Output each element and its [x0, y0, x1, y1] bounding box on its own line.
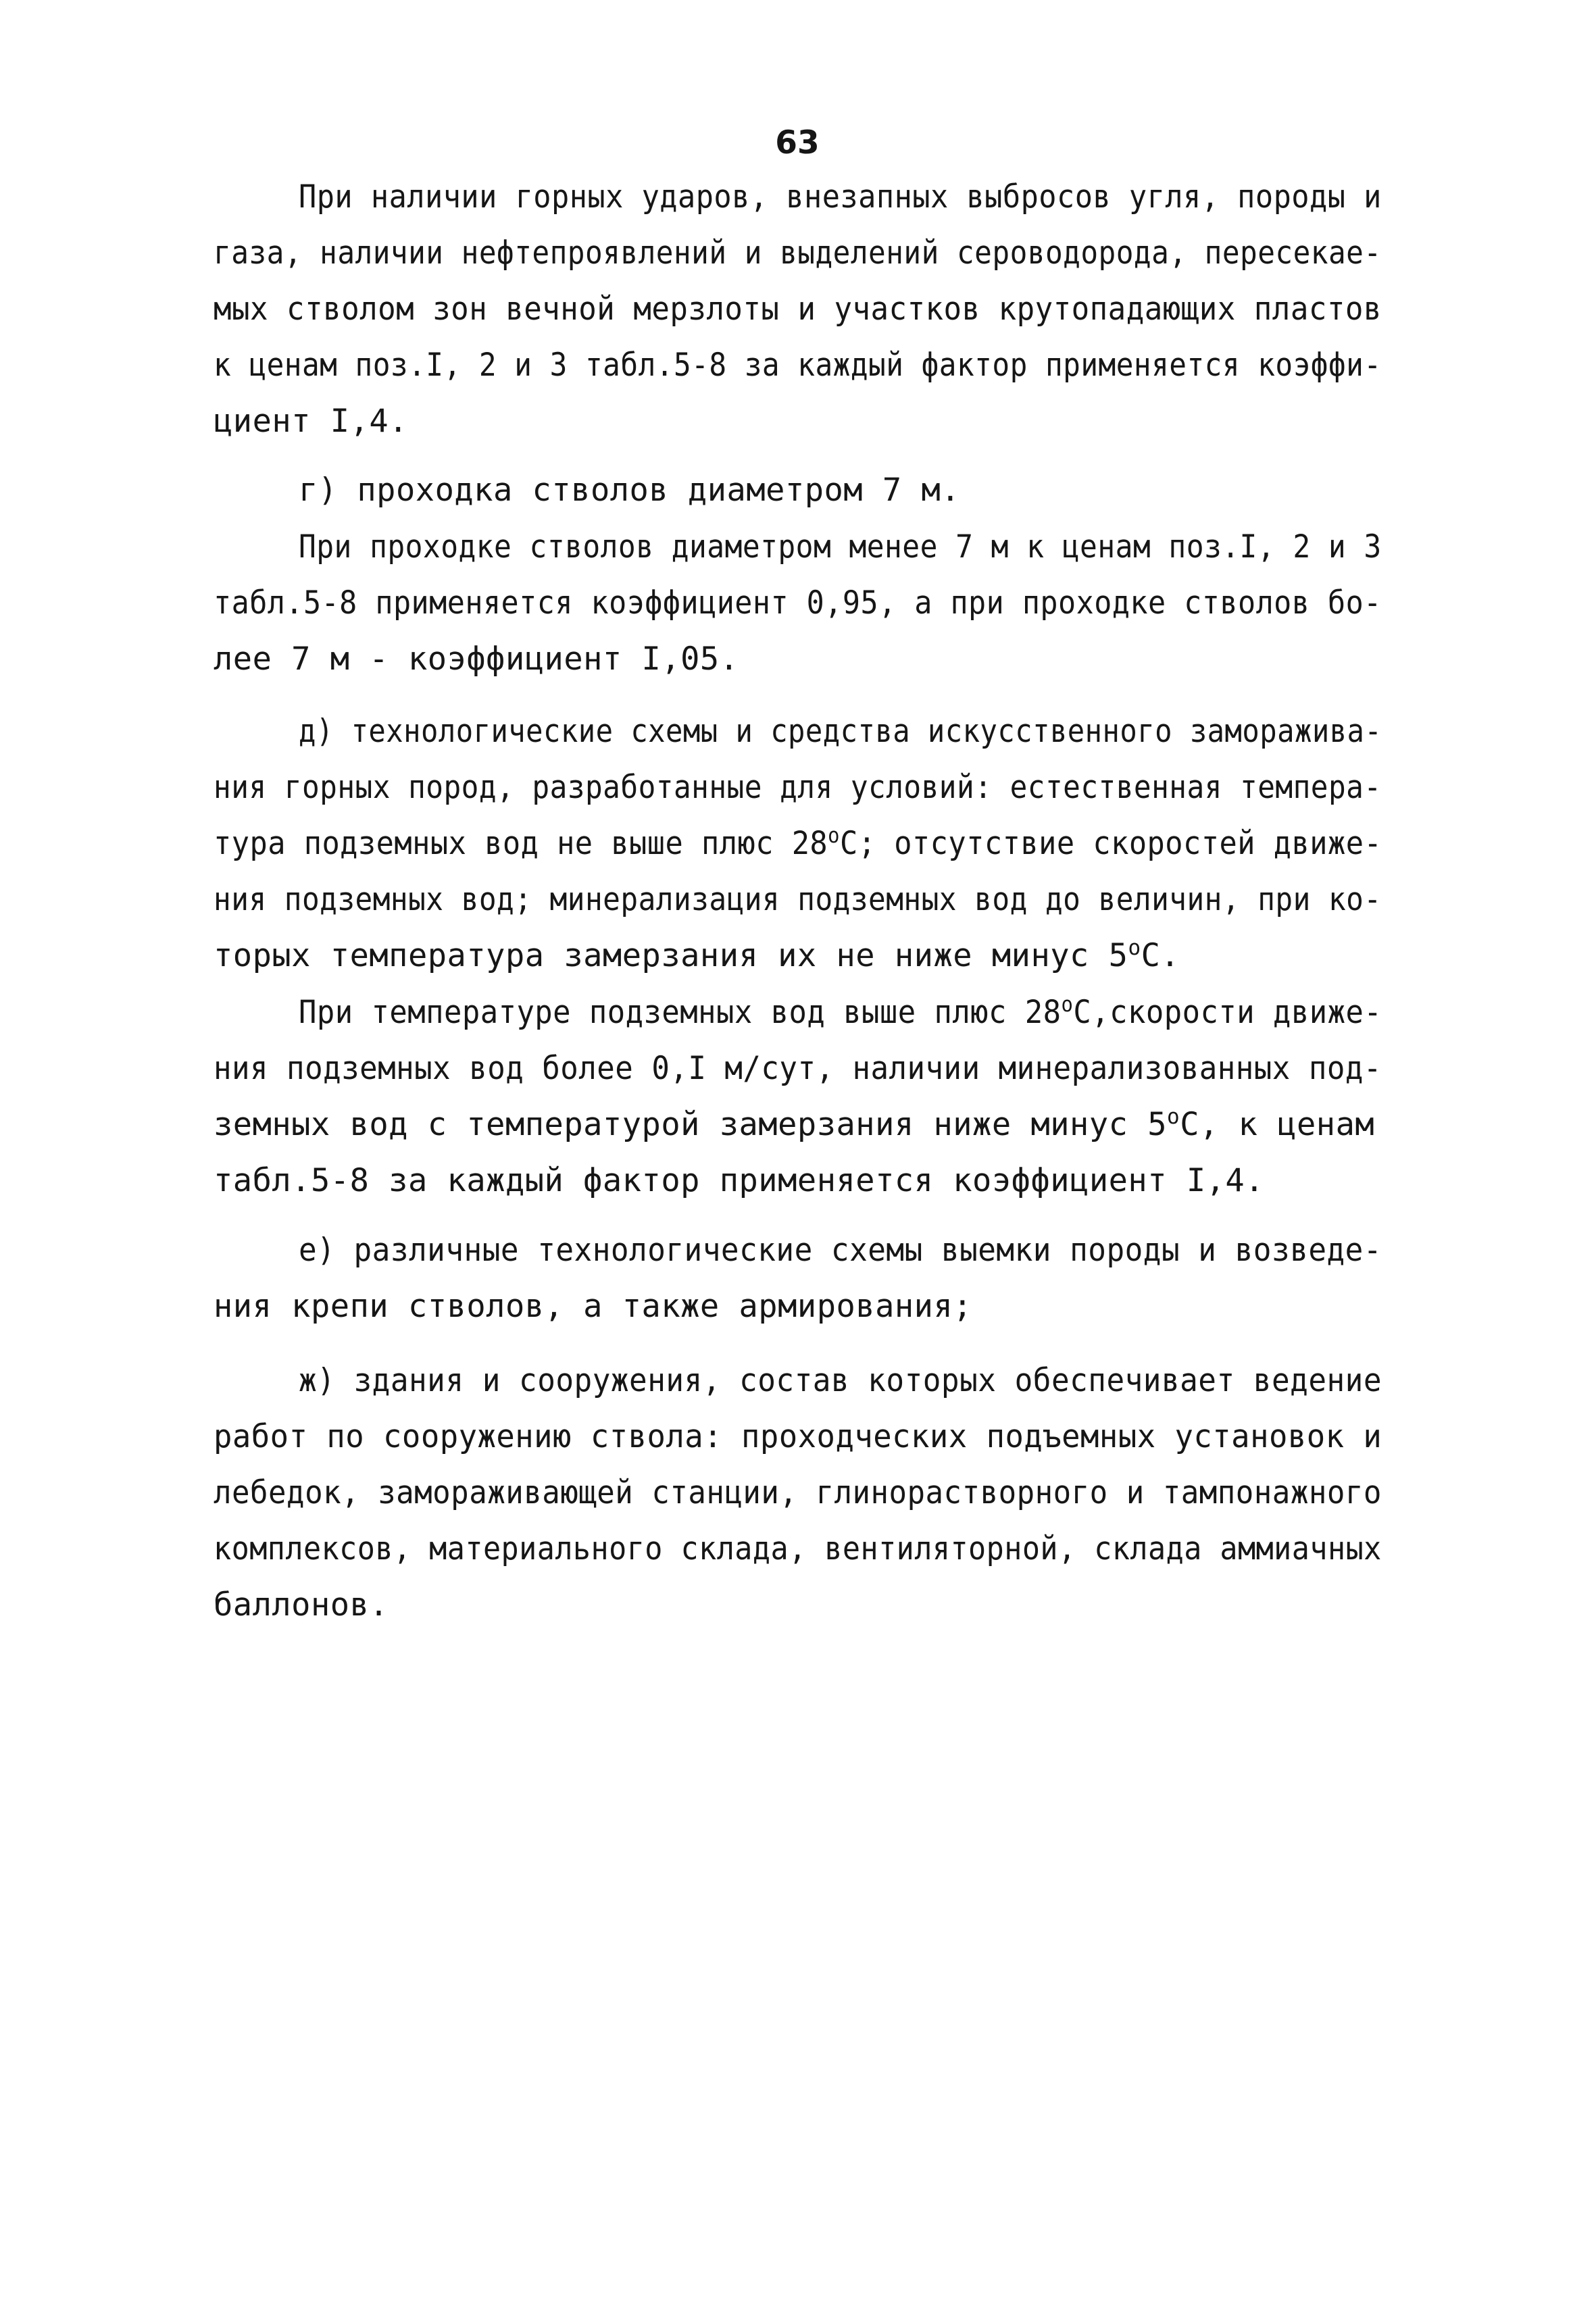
degree-sign: о [1128, 936, 1141, 960]
degree-sign: о [1167, 1105, 1180, 1129]
paragraph-4-line-4: ния подземных вод; минерализация подземных вод до величин, при ко- [214, 881, 1382, 918]
paragraph-7-line-1: ж) здания и сооружения, состав которых обеспечивает ведение [299, 1362, 1382, 1399]
page-number: 63 [775, 124, 820, 161]
paragraph-5-line-1-text: При температуре подземных вод выше плюс 28 [299, 994, 1062, 1031]
paragraph-5-line-2: ния подземных вод более 0,I м/сут, наличии минерализованных под- [214, 1050, 1382, 1087]
paragraph-5-line-3 [214, 1105, 1374, 1145]
degree-sign: о [828, 824, 840, 848]
paragraph-7-line-4: комплексов, материального склада, вентиляторной, склада аммиачных [214, 1530, 1382, 1567]
paragraph-4-line-2: ния горных пород, разработанные для условий: естественная темпера- [214, 769, 1382, 806]
paragraph-3-line-2: табл.5-8 применяется коэффициент 0,95, а при проходке стволов бо- [214, 584, 1382, 622]
paragraph-1-line-2: газа, наличии нефтепроявлений и выделений сероводорода, пересекае- [214, 234, 1382, 272]
paragraph-6-line-2: ния крепи стволов, а также армирования; [214, 1288, 973, 1325]
paragraph-5-line-1 [299, 992, 1382, 1033]
paragraph-4-line-5-rest: C. [1141, 937, 1180, 974]
paragraph-1-line-5: циент I,4. [214, 403, 408, 440]
paragraph-4-line-3-text: тура подземных вод не выше плюс 28 [214, 825, 828, 862]
paragraph-5-line-3-text: земных вод с температурой замерзания ниже минус 5 [214, 1106, 1168, 1143]
paragraph-4-line-3 [214, 824, 1382, 864]
paragraph-7-line-5: баллонов. [214, 1586, 389, 1624]
paragraph-1-line-4: к ценам поз.I, 2 и 3 табл.5-8 за каждый фактор применяется коэффи- [214, 347, 1382, 384]
paragraph-2-line-1: г) проходка стволов диаметром 7 м. [299, 472, 961, 509]
paragraph-7-line-3: лебедок, замораживающей станции, глинорастворного и тампонажного [214, 1474, 1382, 1511]
paragraph-3-line-3: лее 7 м - коэффициент I,05. [214, 640, 739, 678]
paragraph-6-line-1: е) различные технологические схемы выемки породы и возведе- [299, 1232, 1382, 1269]
paragraph-7-line-2: работ по сооружению ствола: проходческих подъемных установок и [214, 1418, 1382, 1455]
paragraph-4-line-5 [214, 936, 1180, 976]
paragraph-3-line-1: При проходке стволов диаметром менее 7 м к ценам поз.I, 2 и 3 [299, 528, 1382, 565]
paragraph-4-line-1: д) технологические схемы и средства искусственного замораживa- [299, 713, 1382, 750]
degree-sign: о [1061, 992, 1074, 1017]
paragraph-5-line-4: табл.5-8 за каждый фактор применяется коэффициент I,4. [214, 1162, 1265, 1199]
paragraph-4-line-5-text: торых температура замерзания их не ниже минус 5 [214, 937, 1128, 974]
paragraph-5-line-3-rest: C, к ценам [1180, 1106, 1375, 1143]
paragraph-4-line-3-rest: C; отсутствие скоростей движе- [839, 825, 1382, 862]
paragraph-1-line-3: мых стволом зон вечной мерзлоты и участков крутопадающих пластов [214, 291, 1382, 328]
paragraph-5-line-1-rest: C,скорости движе- [1073, 994, 1382, 1031]
paragraph-1-line-1: При наличии горных ударов, внезапных выбросов угля, породы и [299, 178, 1382, 216]
